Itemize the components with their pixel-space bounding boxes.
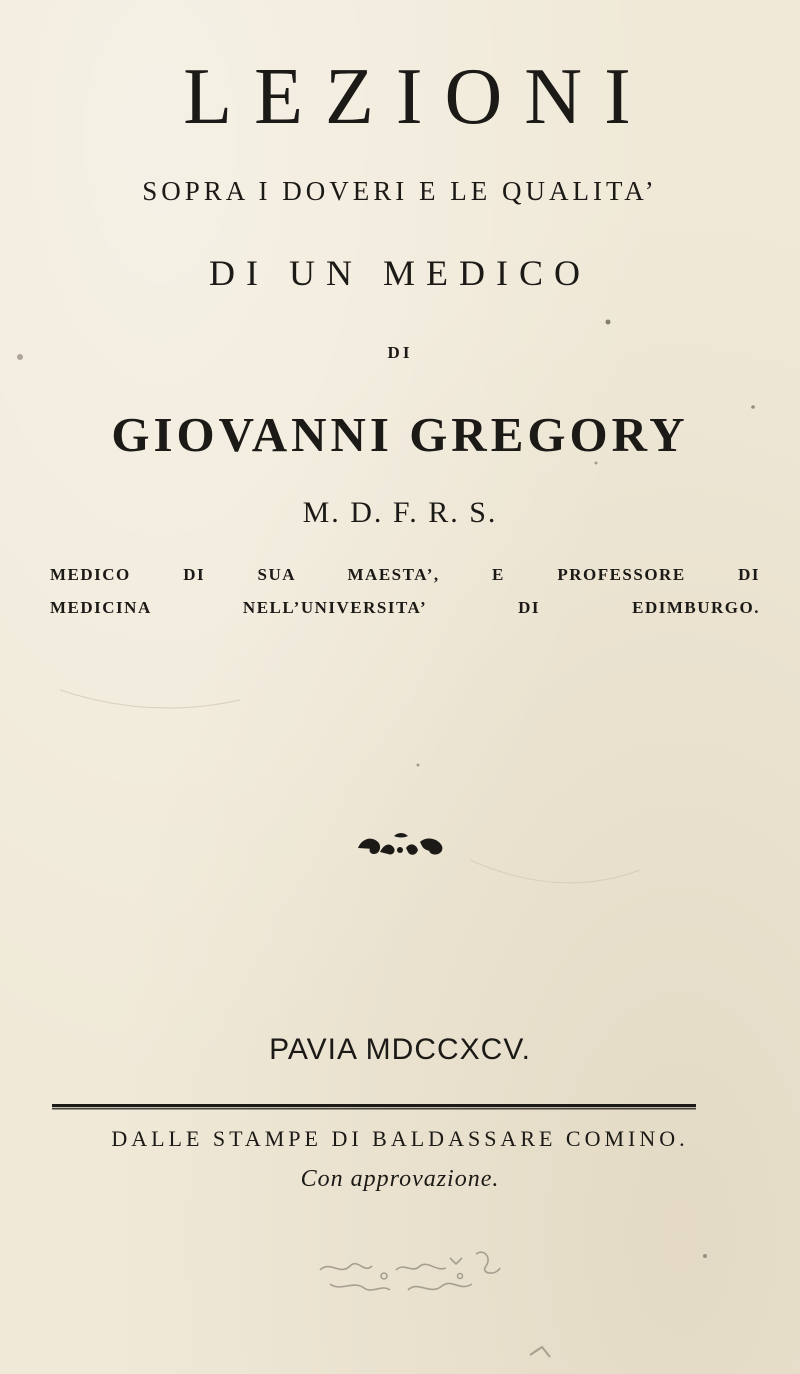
author-credentials: M. D. F. R. S. — [302, 496, 498, 529]
subtitle-line-1: SOPRA I DOVERI E LE QUALITA’ — [142, 176, 658, 206]
publication-place-date: PAVIA MDCCXCV. — [269, 1033, 531, 1066]
approval-note: Con approvazione. — [300, 1166, 500, 1192]
author-description-line-1: MEDICO DI SUA MAESTA’, E PROFESSORE DI — [50, 565, 760, 584]
author-name: GIOVANNI GREGORY — [111, 407, 689, 462]
book-title: LEZIONI — [183, 53, 653, 141]
printer-ornament-icon — [350, 826, 450, 866]
printer-line: DALLE STAMPE DI BALDASSARE COMINO. — [111, 1126, 689, 1151]
double-rule-divider — [52, 1104, 696, 1110]
author-preposition: DI — [387, 343, 413, 362]
subtitle-line-2: DI UN MEDICO — [209, 253, 591, 293]
author-description-line-2: MEDICINA NELL’UNIVERSITA’ DI EDIMBURGO. — [50, 598, 760, 617]
library-stamp-icon — [300, 1240, 520, 1310]
